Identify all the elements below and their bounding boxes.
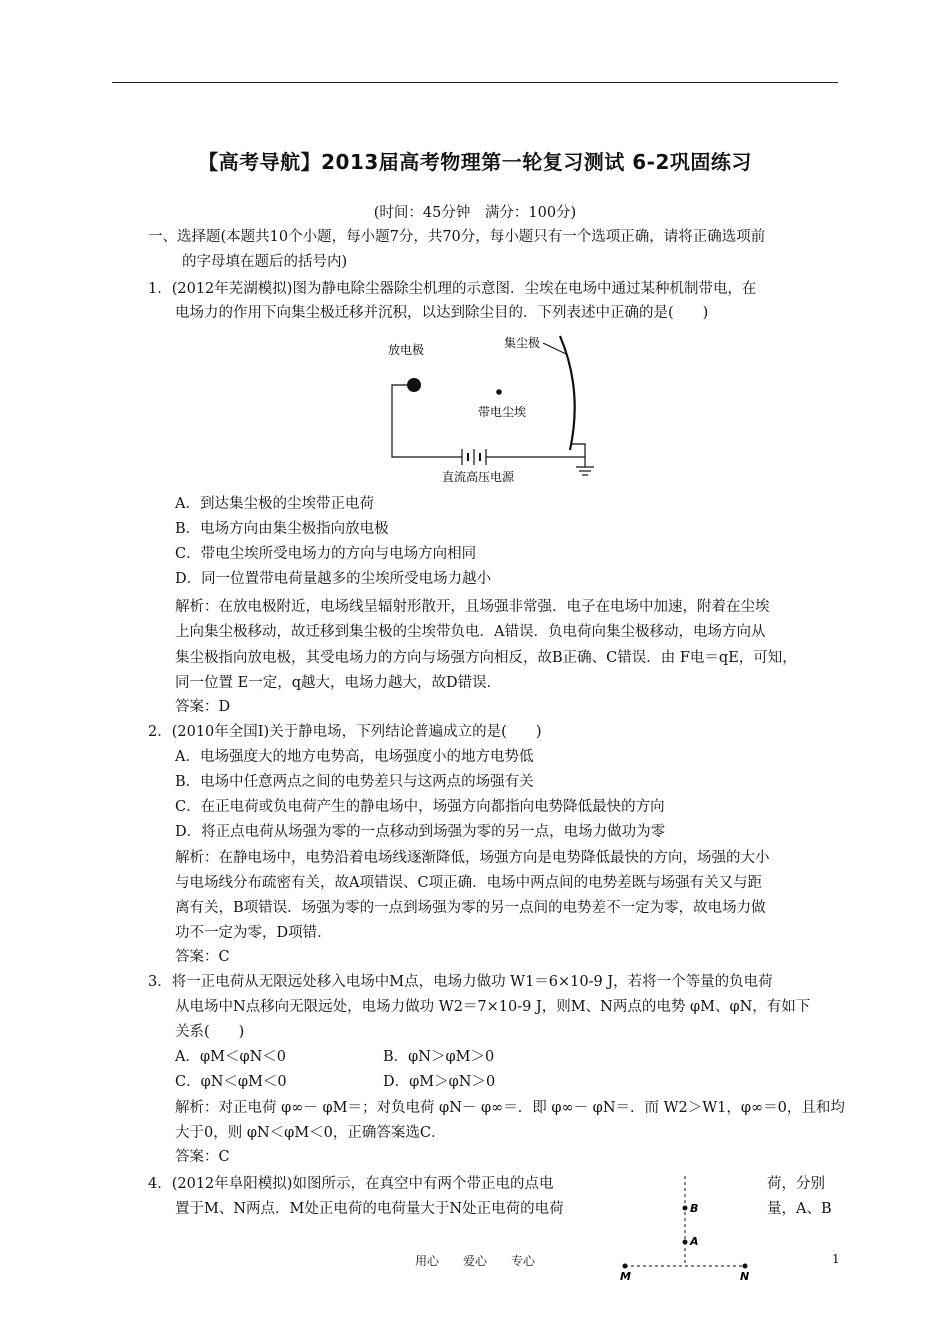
q3-option-b: B．φN＞φM＞0 bbox=[383, 1049, 495, 1065]
electrostatic-precipitator-figure bbox=[380, 330, 610, 490]
q3-stem-3: 关系( ) bbox=[175, 1024, 245, 1040]
q2-analysis-4: 功不一定为零，D项错． bbox=[175, 925, 332, 941]
discharge-electrode-label: 放电极 bbox=[388, 343, 425, 357]
dust-particle bbox=[496, 389, 502, 395]
wire-left bbox=[392, 385, 462, 457]
q4-stem-1-right: 荷，分别 bbox=[767, 1176, 825, 1192]
q2-answer: 答案：C bbox=[175, 949, 230, 965]
point-a bbox=[683, 1240, 688, 1245]
q1-option-a: A．到达集尘极的尘埃带正电荷 bbox=[175, 496, 374, 512]
page-number: 1 bbox=[832, 1252, 840, 1266]
q1-analysis-3: 集尘极指向放电极，其受电场力的方向与场强方向相反，故B正确、C错误．由 F电＝qE，可知， bbox=[175, 650, 797, 666]
q2-option-b: B．电场中任意两点之间的电势差只与这两点的场强有关 bbox=[175, 774, 534, 790]
q3-stem-2: 从电场中N点移向无限远处，电场力做功 W2＝7×10-9 J，则M、N两点的电势 φM、φN，有如下 bbox=[175, 999, 811, 1015]
collector-electrode bbox=[560, 336, 575, 450]
page-footer: 用心 爱心 专心 bbox=[414, 1254, 535, 1268]
q1-option-b: B．电场方向由集尘极指向放电极 bbox=[175, 521, 389, 537]
label-b: B bbox=[690, 1202, 699, 1215]
q1-analysis-2: 上向集尘极移动，故迁移到集尘极的尘埃带负电．A错误．负电荷向集尘极移动，电场方向从 bbox=[175, 624, 766, 640]
q1-option-c: C．带电尘埃所受电场力的方向与电场方向相同 bbox=[175, 546, 477, 562]
q4-stem-2: 置于M、N两点．M处正电荷的电荷量大于N处正电荷的电荷 bbox=[175, 1201, 564, 1217]
q3-analysis-1: 解析：对正电荷 φ∞－ φM＝；对负电荷 φN－ φ∞＝．即 φ∞－ φN＝．而 W2＞W1，φ∞＝0，且和均 bbox=[175, 1100, 845, 1116]
q2-stem: 2．(2010年全国Ⅰ)关于静电场，下列结论普遍成立的是( ) bbox=[148, 724, 542, 740]
q1-stem-cont: 电场力的作用下向集尘极迁移并沉积，以达到除尘目的．下列表述中正确的是( ) bbox=[175, 305, 709, 321]
q2-analysis-3: 离有关，B项错误．场强为零的一点到场强为零的另一点间的电势差不一定为零，故电场力做 bbox=[175, 900, 766, 916]
power-source-label: 直流高压电源 bbox=[442, 470, 515, 484]
q3-option-d: D．φM＞φN＞0 bbox=[383, 1074, 496, 1090]
q1-analysis-4: 同一位置 E一定，q越大，电场力越大，故D错误． bbox=[175, 675, 502, 691]
collector-wire bbox=[571, 444, 585, 457]
header-rule bbox=[112, 82, 838, 83]
q2-option-a: A．电场强度大的地方电势高，电场强度小的地方电势低 bbox=[175, 749, 534, 765]
q3-option-a: A．φM＜φN＜0 bbox=[175, 1049, 287, 1065]
exam-meta: (时间：45分钟 满分：100分) bbox=[373, 205, 577, 221]
q3-analysis-2: 大于0，则 φN＜φM＜0，正确答案选C． bbox=[175, 1125, 446, 1141]
collector-electrode-label: 集尘极 bbox=[504, 336, 541, 350]
q1-option-d: D．同一位置带电荷量越多的尘埃所受电场力越小 bbox=[175, 571, 492, 587]
label-m: M bbox=[620, 1270, 631, 1283]
q2-analysis-2: 与电场线分布疏密有关，故A项错误、C项正确．电场中两点间的电势差既与场强有关又与距 bbox=[175, 875, 763, 891]
q4-stem-2-right: 量，A、B bbox=[767, 1201, 832, 1217]
q1-answer: 答案：D bbox=[175, 699, 231, 715]
q4-stem-1: 4．(2012年阜阳模拟)如图所示，在真空中有两个带正电的点电 bbox=[148, 1176, 554, 1192]
label-a: A bbox=[690, 1235, 699, 1248]
q2-analysis-1: 解析：在静电场中，电势沿着电场线逐渐降低，场强方向是电势降低最快的方向，场强的大小 bbox=[175, 850, 770, 866]
q2-option-c: C．在正电荷或负电荷产生的静电场中，场强方向都指向电势降低最快的方向 bbox=[175, 799, 665, 815]
q3-answer: 答案：C bbox=[175, 1149, 230, 1165]
charged-dust-label: 带电尘埃 bbox=[478, 405, 527, 419]
q3-stem-1: 3．将一正电荷从无限远处移入电场中M点，电场力做功 W1＝6×10-9 J，若将一个等量的负电荷 bbox=[148, 974, 773, 990]
point-b bbox=[683, 1206, 688, 1211]
label-n: N bbox=[740, 1270, 750, 1283]
q1-analysis-1: 解析：在放电极附近，电场线呈辐射形散开，且场强非常强．电子在电场中加速，附着在尘埃 bbox=[175, 599, 770, 615]
section-heading: 一、选择题(本题共10个小题，每小题7分，共70分，每小题只有一个选项正确，请将正确选项前 bbox=[148, 229, 766, 245]
q1-stem: 1．(2012年芜湖模拟)图为静电除尘器除尘机理的示意图．尘埃在电场中通过某种机制带电，在 bbox=[148, 281, 757, 297]
page-title: 【高考导航】2013届高考物理第一轮复习测试 6-2巩固练习 bbox=[198, 150, 752, 174]
section-heading-cont: 的字母填在题后的括号内) bbox=[182, 254, 348, 270]
battery-symbol bbox=[462, 449, 486, 465]
ground-symbol bbox=[576, 457, 594, 475]
q2-option-d: D．将正点电荷从场强为零的一点移动到场强为零的另一点，电场力做功为零 bbox=[175, 824, 666, 840]
q3-option-c: C．φN＜φM＜0 bbox=[175, 1074, 287, 1090]
